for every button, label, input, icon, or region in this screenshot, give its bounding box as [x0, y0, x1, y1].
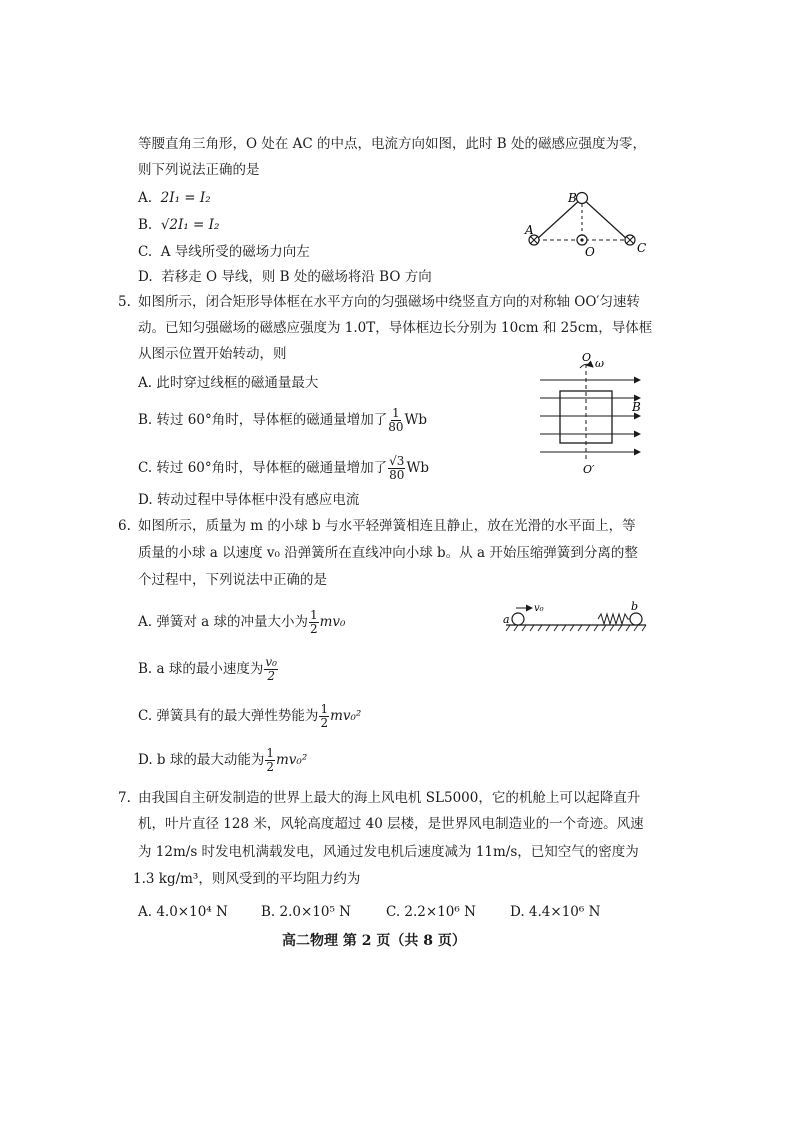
svg-text:v₀: v₀ — [534, 603, 544, 614]
label-a: A — [525, 223, 534, 237]
q6-stem-line2: 质量的小球 a 以速度 v₀ 沿弹簧所在直线冲向小球 b。从 a 开始压缩弹簧到分离的整 — [138, 545, 638, 561]
q7-number: 7. — [118, 790, 131, 806]
q5-frame-figure — [536, 350, 648, 475]
label-c: C — [637, 241, 647, 255]
q6-option-d: D. b 球的最大动能为 $\frac{1}{2}$ mv₀² — [138, 746, 308, 774]
ball-a — [512, 613, 524, 625]
q6-stem-line1: 如图所示，质量为 m 的小球 b 与水平轻弹簧相连且静止，放在光滑的水平面上，等 — [138, 518, 636, 534]
ball-b — [630, 613, 642, 625]
q4-option-b: B. √2I₁ = I₂ — [138, 217, 220, 233]
q6-option-b: B. a 球的最小速度为 $\frac{\text{v₀}}{2}$ — [138, 655, 277, 683]
q7-option-b: B. 2.0×10⁵ N — [261, 904, 351, 920]
q4-stem-line1: 等腰直角三角形，O 处在 AC 的中点，电流方向如图，此时 B 处的磁感应强度为零， — [138, 136, 647, 152]
q5-option-b: B. 转过 60°角时，导体框的磁通量增加了 $\frac{1}{80}$ Wb — [138, 406, 428, 434]
svg-text:a: a — [503, 613, 510, 626]
q5-stem-line2: 动。已知匀强磁场的磁感应强度为 1.0T，导体框边长分别为 10cm 和 25cm，导体框 — [138, 320, 653, 336]
q4-option-a: A. 2I₁ = I₂ — [138, 190, 211, 206]
page-footer: 高二物理 第 2 页（共 8 页） — [282, 933, 466, 949]
q5-option-d: D. 转动过程中导体框中没有感应电流 — [138, 492, 360, 508]
wire-o-dot — [577, 235, 587, 245]
q5-option-a: A. 此时穿过线框的磁通量最大 — [138, 375, 319, 391]
q4-option-d: D. 若移走 O 导线，则 B 处的磁场将沿 BO 方向 — [138, 269, 432, 285]
label-o: O — [585, 245, 595, 258]
q6-option-a: A. 弹簧对 a 球的冲量大小为 $\frac{1}{2}$ mv₀ — [138, 608, 346, 636]
q5-stem-line3: 从图示位置开始转动，则 — [138, 346, 287, 362]
q5-number: 5. — [118, 294, 131, 310]
q7-stem-line1: 由我国自主研发制造的世界上最大的海上风电机 SL5000，它的机舱上可以起降直升 — [138, 790, 641, 806]
q6-number: 6. — [118, 518, 131, 534]
q7-option-a: A. 4.0×10⁴ N — [138, 904, 228, 920]
q7-stem-line4: 1.3 kg/m³，则风受到的平均阻力约为 — [133, 871, 361, 887]
q7-stem-line2: 机，叶片直径 128 米，风轮高度超过 40 层楼，是世界风电制造业的一个奇迹。风速 — [138, 816, 644, 832]
svg-text:ω: ω — [595, 357, 604, 370]
wire-c-cross — [625, 235, 635, 245]
q6-spring-figure — [500, 598, 650, 632]
svg-text:O: O — [582, 351, 592, 364]
q4-triangle-figure — [522, 186, 652, 258]
q4-option-c: C. A 导线所受的磁场力向左 — [138, 244, 310, 260]
q5-option-c: C. 转过 60°角时，导体框的磁通量增加了 $\frac{√3}{80}$ Wb — [138, 454, 429, 482]
q7-option-d: D. 4.4×10⁶ N — [510, 904, 601, 920]
label-b: B — [568, 191, 577, 205]
wire-b-circle — [577, 193, 588, 204]
q5-stem-line1: 如图所示，闭合矩形导体框在水平方向的匀强磁场中绕竖直方向的对称轴 OO′匀速转 — [138, 294, 640, 310]
q7-option-c: C. 2.2×10⁶ N — [386, 904, 476, 920]
q6-stem-line3: 个过程中，下列说法中正确的是 — [138, 572, 327, 588]
svg-text:O′: O′ — [583, 463, 595, 475]
q4-stem-line2: 则下列说法正确的是 — [138, 162, 260, 178]
q7-stem-line3: 为 12m/s 时发电机满载发电，风通过发电机后速度减为 11m/s，已知空气的密度为 — [138, 844, 639, 860]
svg-text:b: b — [631, 600, 639, 613]
svg-text:B: B — [632, 400, 641, 414]
q6-option-c: C. 弹簧具有的最大弹性势能为 $\frac{1}{2}$ mv₀² — [138, 702, 362, 730]
spring — [598, 614, 630, 624]
